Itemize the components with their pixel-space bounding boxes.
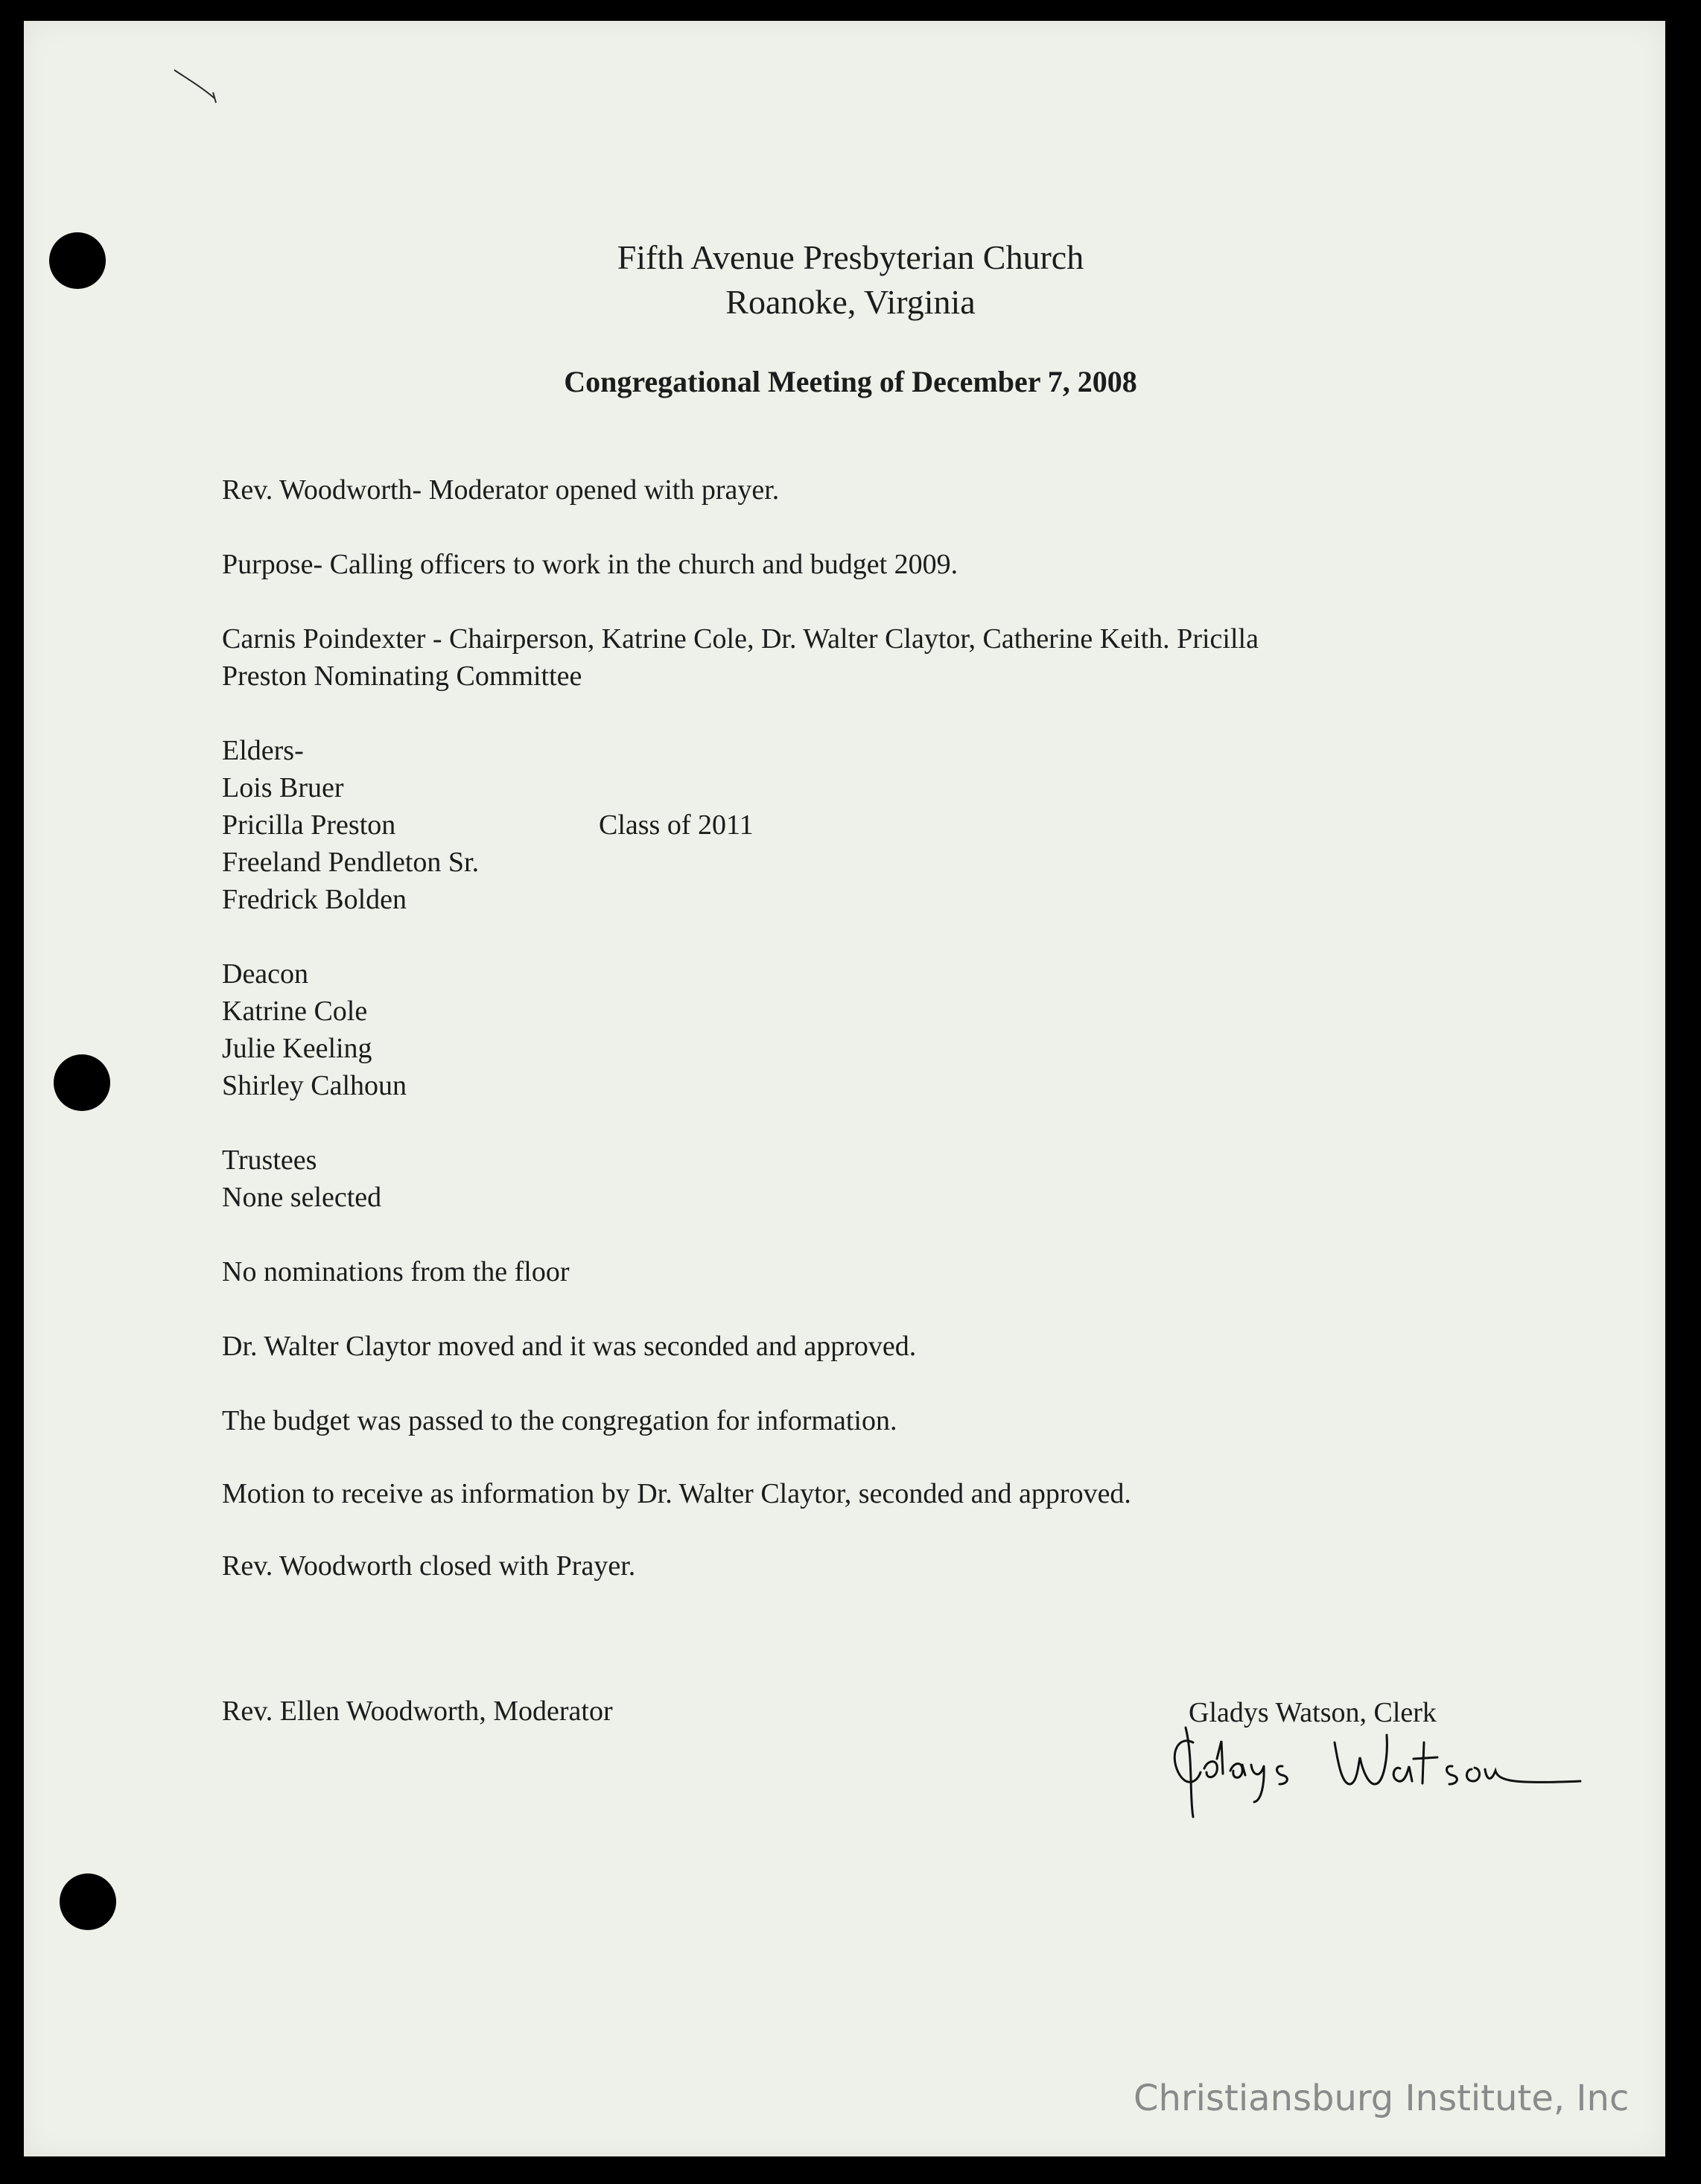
corner-crease-mark	[173, 66, 220, 118]
motion-receive-line: Motion to receive as information by Dr. Walter Claytor, seconded and approved.	[222, 1478, 1131, 1509]
elders-heading: Elders-	[222, 735, 304, 766]
clerk-handwritten-signature	[1163, 1713, 1595, 1824]
motion-approved-line: Dr. Walter Claytor moved and it was seconded and approved.	[222, 1331, 917, 1362]
moderator-signature-line: Rev. Ellen Woodworth, Moderator	[222, 1696, 613, 1727]
meeting-title: Congregational Meeting of December 7, 2008	[564, 365, 1137, 398]
document-page	[24, 21, 1665, 2156]
elder-name: Lois Bruer	[222, 772, 344, 803]
committee-line-1: Carnis Poindexter - Chairperson, Katrine Cole, Dr. Walter Claytor, Catherine Keith. Pricilla	[222, 623, 1259, 655]
clerk-signature-line: Gladys Watson, Clerk	[1189, 1697, 1437, 1728]
deacon-name: Shirley Calhoun	[222, 1070, 407, 1101]
church-location: Roanoke, Virginia	[725, 283, 976, 321]
committee-line-2: Preston Nominating Committee	[222, 660, 582, 692]
deacon-name: Katrine Cole	[222, 996, 368, 1027]
punch-hole-middle	[54, 1054, 110, 1111]
elder-name: Freeland Pendleton Sr.	[222, 847, 480, 878]
elders-class-label: Class of 2011	[599, 809, 754, 841]
collection-watermark: Christiansburg Institute, Inc	[1134, 2078, 1630, 2119]
budget-line: The budget was passed to the congregation for information.	[222, 1405, 897, 1436]
deacon-heading: Deacon	[222, 958, 309, 990]
elder-name: Fredrick Bolden	[222, 884, 407, 915]
trustees-heading: Trustees	[222, 1144, 317, 1176]
church-name: Fifth Avenue Presbyterian Church	[617, 238, 1084, 276]
deacon-name: Julie Keeling	[222, 1033, 372, 1064]
floor-nominations-line: No nominations from the floor	[222, 1256, 570, 1287]
opening-line: Rev. Woodworth- Moderator opened with prayer.	[222, 474, 780, 506]
letterhead	[24, 235, 1677, 325]
elder-name: Pricilla Preston	[222, 809, 396, 841]
purpose-line: Purpose- Calling officers to work in the church and budget 2009.	[222, 549, 958, 580]
punch-hole-bottom	[60, 1873, 116, 1930]
closing-line: Rev. Woodworth closed with Prayer.	[222, 1550, 636, 1582]
trustees-note: None selected	[222, 1182, 382, 1213]
